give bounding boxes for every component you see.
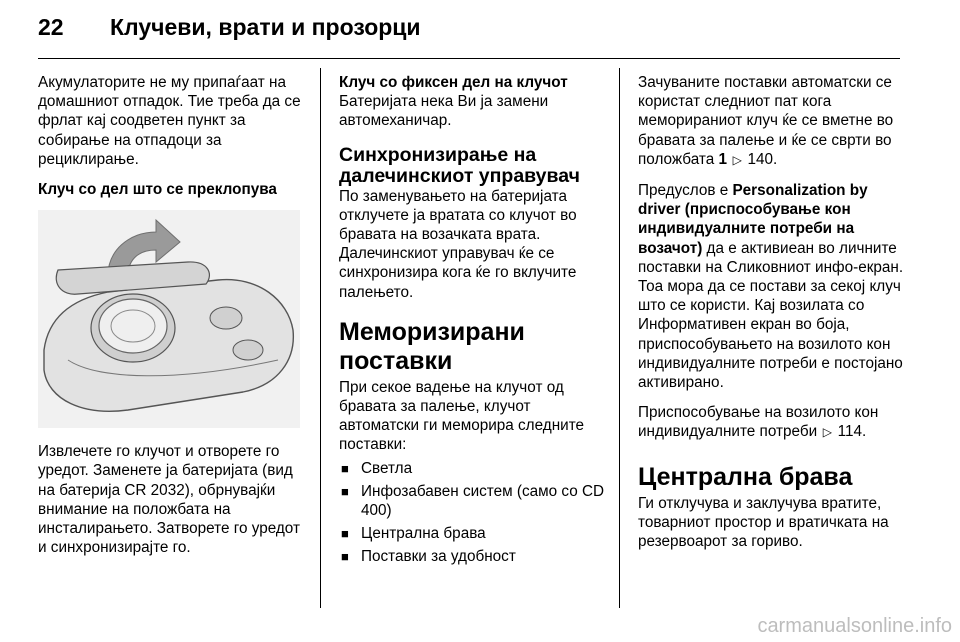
personalization-text: Приспособување на возилото кон индивидуалните потреби ▷ 114. [638,403,914,442]
fixed-key-heading: Клуч со фиксен дел на клучот [339,74,568,91]
memorized-settings-list [339,459,611,567]
sync-remote-text: По заменувањето на батеријата отклучете ја вратата со клучот во бравата на возачката врата. Далечинскиот управувач ќе се синхронизира кога ќе го вклучите палењето. [339,187,577,301]
header-rule [38,58,900,59]
column-divider-2 [619,68,620,608]
memorized-settings-text: При секое вадење на клучот од бравата за палење, клучот автоматски ги меморира следните поставки: [339,378,585,454]
watermark: carmanualsonline.info [757,615,952,637]
bullet-icon: ■ [341,483,349,499]
list-item: ■ Поставки за удобност [341,548,516,566]
bullet-icon: ■ [341,460,349,476]
bullet-icon: ■ [341,549,349,565]
page-header [38,14,421,48]
page-number: 22 [38,14,64,40]
fixed-key-text: Батеријата нека Ви ја замени автомеханичар. [339,93,549,130]
central-locking-heading: Централна брава [638,462,853,491]
memorized-settings-heading: Меморизирани поставки [339,317,525,375]
column-2 [339,73,611,571]
precondition-text: Предуслов е Personalization by driver (приспособување кон индивидуалните потреби на возачот) да е активиеан во личните поставки на Сликовниот инфо-екран. Тоа мора да се постави за секој клуч што се користи. Кај возилата со Информативен екран во боја, приспособувањето на возилото кон индивидуалните потреби е постојано активирано. [638,182,904,392]
page-title: Клучеви, врати и прозорци [110,14,421,40]
list-item: ■ Централна брава [341,525,486,543]
sync-remote-heading: Синхронизирање на далечинскиот управувач [339,143,580,187]
replace-battery-text: Извлечете го клучот и отворете го уредот. Заменете ја батеријата (вид на батерија CR 2032), обрнувајќи внимание на положбата на инсталирањето. Затворете го уредот и синхронизирајте го. [38,443,300,557]
list-item: ■ Светла [341,459,413,477]
column-3 [638,73,914,562]
column-divider-1 [320,68,321,608]
list-item: ■ Инфозабавен систем (само со CD 400) [341,482,605,520]
battery-disposal-text: Акумулаторите не му припаѓаат на домашниот отпадок. Тие треба да се фрлат кај соодветен пункт за собирање на отпадоци за рециклирање. [38,74,301,168]
central-locking-text: Ги отклучува и заклучува вратите, товарниот простор и вратичката на резервоарот за гориво. [638,494,889,551]
folding-key-heading: Клуч со дел што се преклопува [38,181,277,199]
key-battery-replacement-illustration [38,210,300,428]
bullet-icon: ■ [341,526,349,542]
page-reference-icon: ▷ [822,425,833,440]
column-1 [38,73,310,568]
page-reference-icon: ▷ [732,152,742,167]
saved-settings-text: Зачуваните поставки автоматски се користат следниот пат кога меморираниот клуч ќе се вметне во бравата за палење и ќе се сврти во положбата 1 ▷ 140. [638,73,914,170]
